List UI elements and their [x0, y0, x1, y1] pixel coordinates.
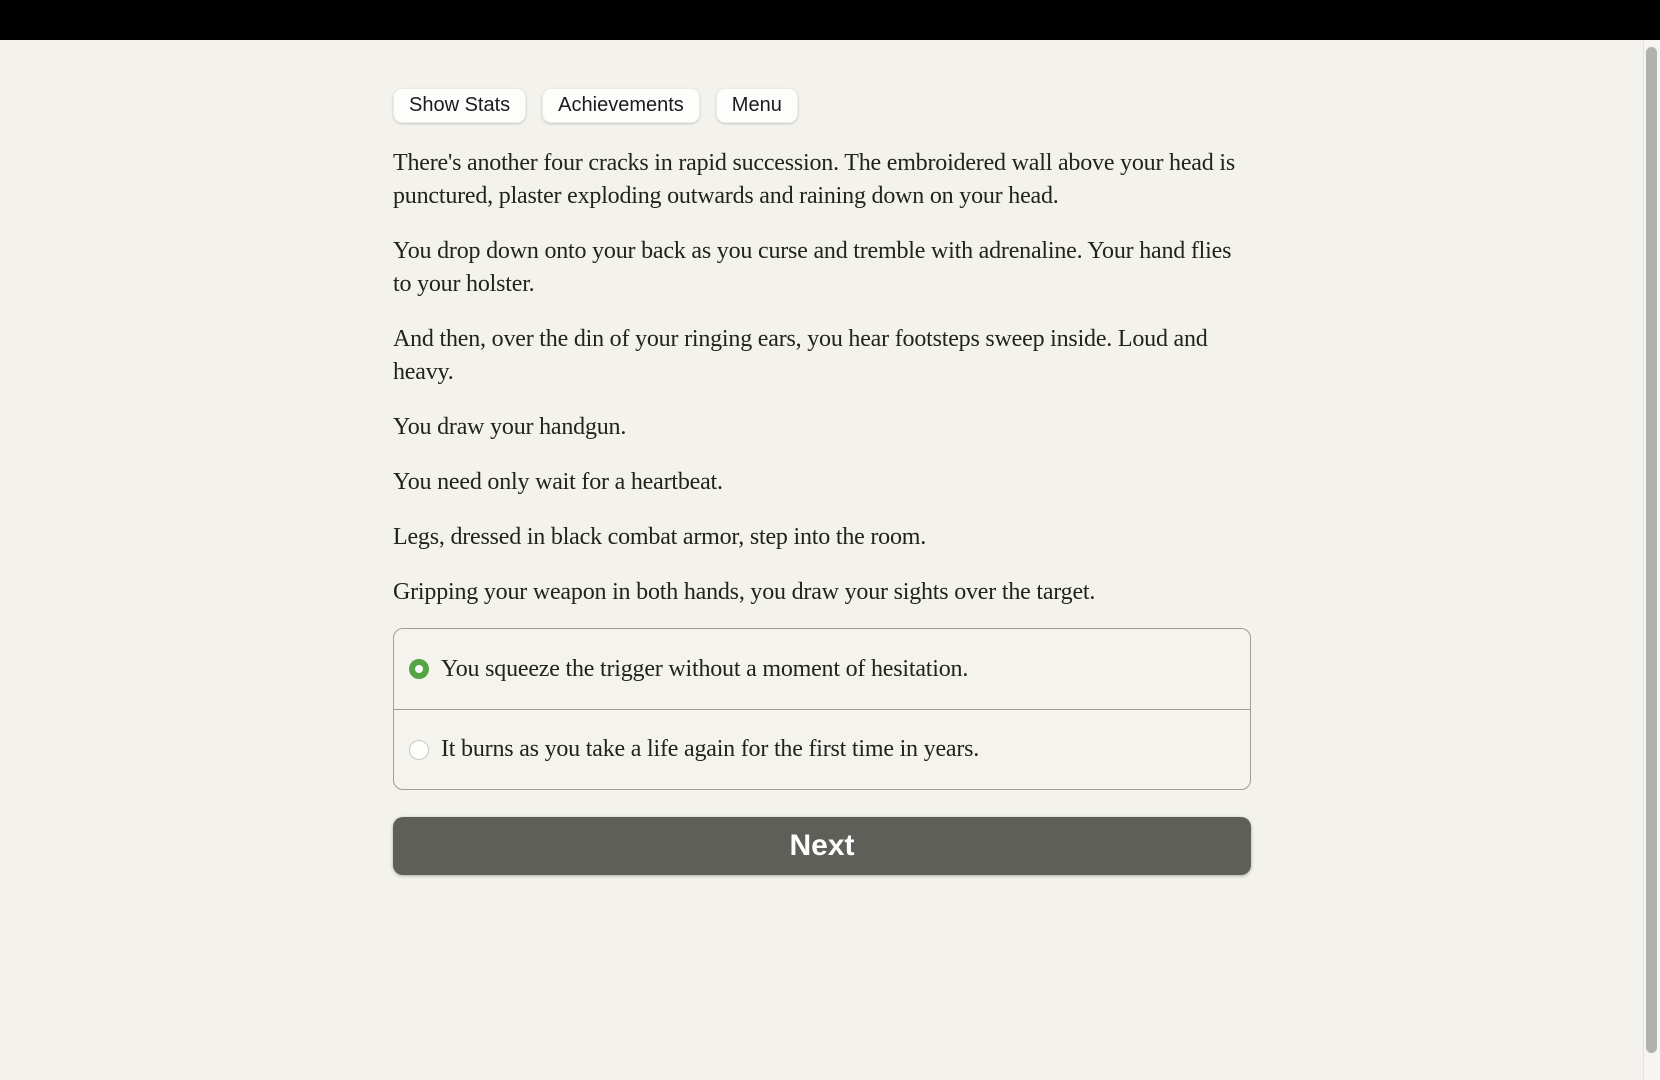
toolbar [393, 88, 1251, 123]
menu-button[interactable]: Menu [716, 88, 798, 123]
story-text [393, 147, 1251, 609]
choice-option-label: You squeeze the trigger without a moment of hesitation. [441, 655, 969, 682]
top-black-bar [0, 0, 1660, 40]
choice-option-1[interactable] [394, 629, 1250, 709]
story-paragraph: You draw your handgun. [393, 414, 627, 440]
story-paragraph: You need only wait for a heartbeat. [393, 469, 723, 495]
game-content-column [393, 40, 1251, 875]
story-paragraph: And then, over the din of your ringing ears, you hear footsteps sweep inside. Loud and heavy. [393, 326, 1208, 385]
story-paragraph: Legs, dressed in black combat armor, step into the room. [393, 524, 927, 550]
next-button[interactable]: Next [393, 817, 1251, 875]
story-paragraph: There's another four cracks in rapid succession. The embroidered wall above your head is punctured, plaster exploding outwards and raining down on your head. [393, 150, 1235, 209]
choice-option-label: It burns as you take a life again for the first time in years. [441, 736, 980, 762]
choice-group [393, 628, 1251, 790]
show-stats-button[interactable]: Show Stats [393, 88, 526, 123]
choice-option-2[interactable] [394, 709, 1250, 789]
story-paragraph: You drop down onto your back as you curse and tremble with adrenaline. Your hand flies to your holster. [393, 238, 1232, 297]
scrollbar-track[interactable] [1643, 40, 1660, 1080]
radio-selected-icon[interactable] [409, 659, 429, 679]
story-paragraph: Gripping your weapon in both hands, you draw your sights over the target. [393, 579, 1096, 605]
scrollbar-thumb[interactable] [1646, 47, 1657, 1053]
achievements-button[interactable]: Achievements [542, 88, 700, 123]
radio-unselected-icon[interactable] [409, 740, 429, 760]
